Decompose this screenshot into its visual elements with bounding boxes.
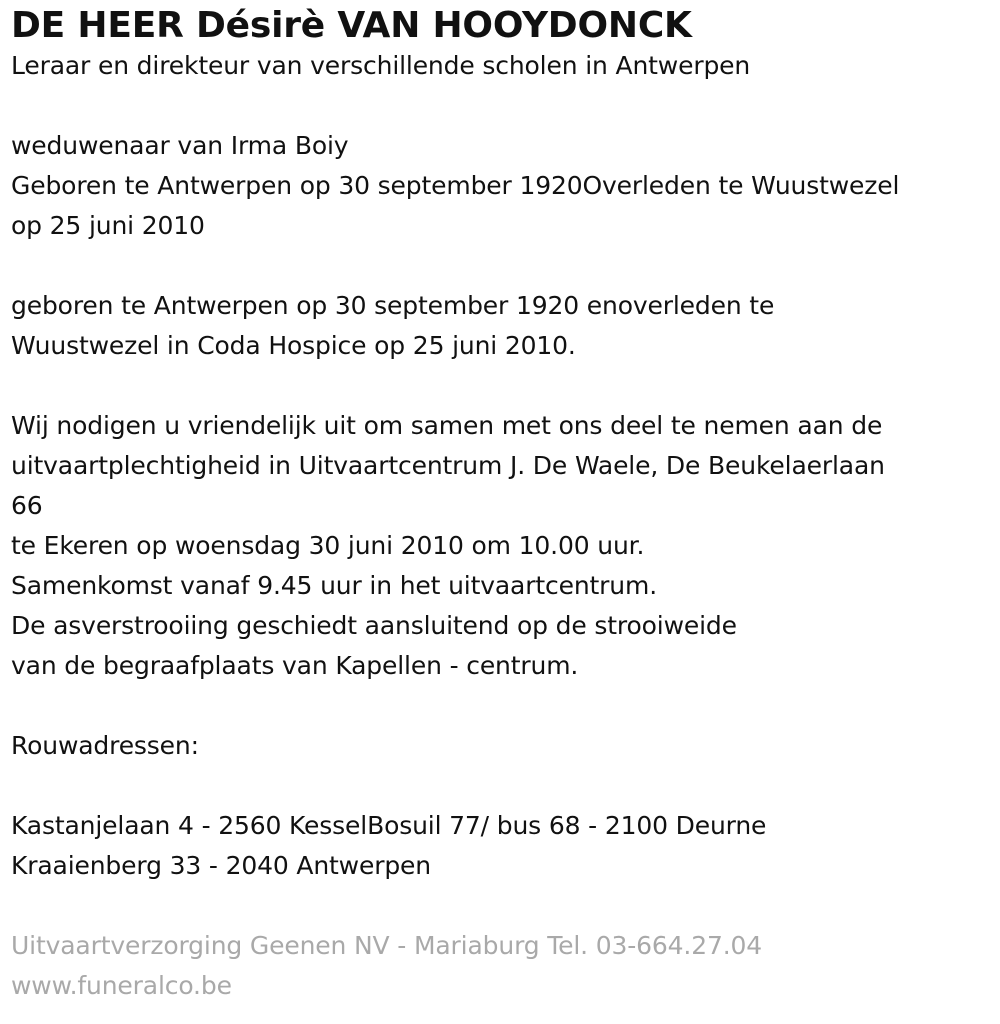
widower-line: weduwenaar van Irma Boiy <box>11 131 349 160</box>
invitation-line-3: 66 <box>11 491 43 520</box>
profession-line: Leraar en direkteur van verschillende scholen in Antwerpen <box>11 51 751 80</box>
mourning-address-line-1: Kastanjelaan 4 - 2560 KesselBosuil 77/ bus 68 - 2100 Deurne <box>11 811 767 840</box>
deceased-name-title: DE HEER Désirè VAN HOOYDONCK <box>11 5 692 46</box>
invitation-line-7: van de begraafplaats van Kapellen - centrum. <box>11 651 579 680</box>
born-detail-line-2: Wuustwezel in Coda Hospice op 25 juni 2010. <box>11 331 576 360</box>
invitation-line-2: uitvaartplechtigheid in Uitvaartcentrum J. De Waele, De Beukelaerlaan <box>11 451 885 480</box>
born-detail-line-1: geboren te Antwerpen op 30 september 1920 enoverleden te <box>11 291 775 320</box>
invitation-line-4: te Ekeren op woensdag 30 juni 2010 om 10.00 uur. <box>11 531 645 560</box>
born-died-line-2: op 25 juni 2010 <box>11 211 205 240</box>
obituary-notice <box>11 0 991 1006</box>
spacer <box>11 766 991 806</box>
invitation-line-1: Wij nodigen u vriendelijk uit om samen met ons deel te nemen aan de <box>11 411 883 440</box>
spacer <box>11 886 991 926</box>
spacer <box>11 686 991 726</box>
website-line: www.funeralco.be <box>11 971 232 1000</box>
spacer <box>11 366 991 406</box>
mourning-addresses-label: Rouwadressen: <box>11 731 199 760</box>
funeral-company-line: Uitvaartverzorging Geenen NV - Mariaburg Tel. 03-664.27.04 <box>11 931 763 960</box>
mourning-address-line-2: Kraaienberg 33 - 2040 Antwerpen <box>11 851 431 880</box>
spacer <box>11 86 991 126</box>
born-died-line-1: Geboren te Antwerpen op 30 september 1920Overleden te Wuustwezel <box>11 171 900 200</box>
invitation-line-5: Samenkomst vanaf 9.45 uur in het uitvaartcentrum. <box>11 571 657 600</box>
invitation-line-6: De asverstrooiing geschiedt aansluitend op de strooiweide <box>11 611 737 640</box>
spacer <box>11 246 991 286</box>
